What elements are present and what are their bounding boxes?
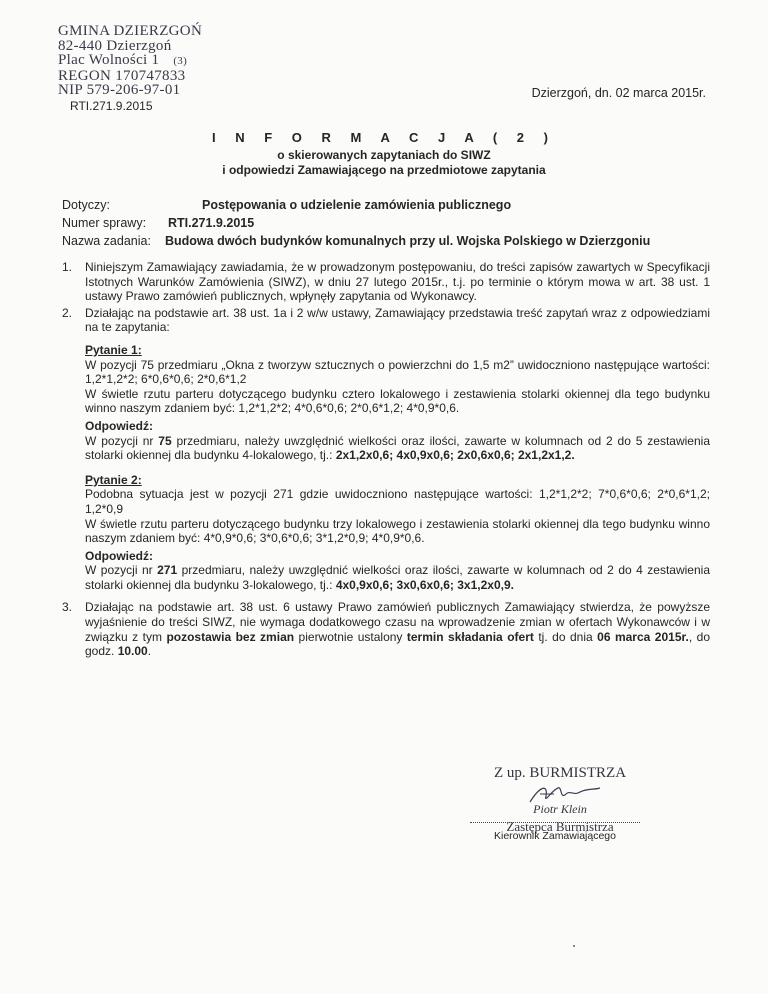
list-item-1 — [62, 260, 710, 304]
signature-footer: Kierownik Zamawiającego — [494, 830, 616, 842]
meta-value-numer: RTI.271.9.2015 — [168, 216, 255, 230]
municipality-stamp — [58, 24, 202, 98]
numbered-list — [62, 260, 710, 661]
signature-dotted-line — [470, 822, 640, 823]
answer-2-text — [85, 563, 710, 592]
list-item-text: Niniejszym Zamawiający zawiadamia, że w prowadzonym postępowaniu, do treści zapisów zawartych w Specyfikacji Istotnych Warunków Zamówienia (SIWZ), w dniu 27 lutego 2015r., t.j. po terminie o którym mowa w art. 38 ust. 1 ustawy Prawo zamówień publicznych, wpłynęły zapytania od Wykonawcy. — [85, 260, 710, 304]
answer-1-heading: Odpowiedź: — [85, 418, 153, 433]
answer-1-values: 2x1,2x0,6; 4x0,9x0,6; 2x0,6x0,6; 2x1,2x1,2. — [335, 448, 575, 463]
signature-stamp — [470, 765, 650, 835]
item-3-bold-3: 06 marca 2015r. — [597, 629, 689, 644]
item-3-bold-2: termin składania ofert — [406, 629, 534, 644]
signature-authority: Z up. BURMISTRZA — [493, 765, 627, 781]
item-3-part-4: , do godz. — [85, 629, 710, 659]
item-3-part-3: tj. do dnia — [533, 629, 598, 644]
item-3-bold-4: 10.00 — [117, 644, 148, 659]
item-3-part-1: Działając na podstawie art. 38 ust. 6 ustawy Prawo zamówień publicznych Zamawiający stwierdza, że powyższe wyjaśnienie do treści SIWZ, nie wymaga dodatkowego czasu na wprowadzenie zmian w ofertach Wykonawców i w związku z tym — [85, 600, 710, 644]
list-item-number: 3. — [62, 600, 73, 615]
list-item-number: 2. — [62, 305, 73, 320]
list-item-2 — [62, 306, 710, 335]
question-1-heading: Pytanie 1: — [85, 342, 142, 357]
scan-speck — [573, 945, 575, 947]
question-1-text-1: W pozycji 75 przedmiaru „Okna z tworzyw sztucznych o powierzchni do 1,5 m2” uwidoczniono następujące wartości: 1,2*1,2*2; 6*0,6*0,6; 2*0,6*1,2 — [85, 357, 710, 387]
stamp-line-regon: REGON 170747833 — [58, 67, 186, 84]
item-3-bold-1: pozostawia bez zmian — [166, 629, 295, 644]
question-1-block — [85, 343, 710, 593]
question-2-text-2: W świetle rzutu parteru dotyczącego budynku trzy lokalowego i zestawienia stolarki okiennej dla tego budynku winno naszym zdaniem być: 4*0,9*0,6; 3*0,6*0,6; 3*1,2*0,9; 4*0,9*0,6. — [85, 516, 710, 546]
list-item-3 — [62, 600, 710, 658]
place-and-date: Dzierzgoń, dn. 02 marca 2015r. — [531, 86, 706, 100]
stamp-street: Plac Wolności 1 — [58, 52, 160, 69]
item-3-part-5: . — [147, 644, 152, 659]
stamp-line-postal: 82-440 Dzierzgoń — [58, 37, 172, 54]
list-item-text: Działając na podstawie art. 38 ust. 1a i 2 w/w ustawy, Zamawiający przedstawia treść zapytań wraz z odpowiedziami na te zapytania: — [85, 305, 710, 335]
meta-label-nazwa: Nazwa zadania: — [62, 234, 151, 248]
question-2-text-1: Podobna sytuacja jest w pozycji 271 gdzie uwidoczniono następujące wartości: 1,2*1,2*2; 7*0,6*0,6; 2*0,6*1,2; 1,2*0,9 — [85, 487, 710, 516]
case-metadata — [62, 196, 650, 250]
stamp-street-number: (3) — [173, 55, 188, 68]
meta-label-dotyczy: Dotyczy: — [62, 198, 110, 212]
stamp-line-name: GMINA DZIERZGOŃ — [58, 23, 203, 39]
answer-2-values: 4x0,9x0,6; 3x0,6x0,6; 3x1,2x0,9. — [335, 577, 514, 592]
list-item-number: 1. — [62, 260, 73, 274]
answer-1-prefix: W pozycji nr — [85, 433, 159, 448]
list-item-text — [85, 600, 710, 658]
meta-row-dotyczy — [62, 196, 650, 214]
meta-value-dotyczy: Postępowania o udzielenie zamówienia publicznego — [202, 198, 512, 212]
stamp-line-street — [58, 53, 202, 69]
document-title: I N F O R M A C J A ( 2 ) — [212, 130, 556, 145]
answer-2-prefix: W pozycji nr — [85, 563, 158, 578]
meta-row-numer — [62, 214, 650, 232]
document-subtitle-1: o skierowanych zapytaniach do SIWZ — [277, 148, 491, 162]
signatory-name: Piotr Klein — [533, 802, 587, 816]
document-title-block — [0, 130, 768, 178]
answer-2-body: przedmiaru, należy uwzględnić wielkości oraz ilości, zawarte w kolumnach od 2 do 4 zestawienia stolarki okiennej dla budynku 3-lokalowego, tj.: — [85, 563, 710, 592]
stamp-line-nip: NIP 579-206-97-01 — [58, 82, 181, 99]
reference-number: RTI.271.9.2015 — [70, 99, 153, 113]
answer-2-heading: Odpowiedź: — [85, 548, 153, 563]
meta-label-numer: Numer sprawy: — [62, 216, 147, 230]
answer-2-position: 271 — [157, 563, 178, 578]
item-3-part-2: pierwotnie ustalony — [294, 629, 407, 644]
answer-1-text — [85, 434, 710, 463]
answer-1-body: przedmiaru, należy uwzględnić wielkości oraz ilości, zawarte w kolumnach od 2 do 5 zestawienia stolarki okiennej dla budynku 4-lokalowego, tj.: — [85, 433, 710, 463]
document-subtitle-2: i odpowiedzi Zamawiającego na przedmiotowe zapytania — [222, 163, 546, 177]
meta-value-nazwa: Budowa dwóch budynków komunalnych przy ul. Wojska Polskiego w Dzierzgoniu — [165, 234, 651, 248]
question-2-heading: Pytanie 2: — [85, 472, 142, 487]
answer-1-position: 75 — [158, 433, 172, 448]
question-1-text-2: W świetle rzutu parteru dotyczącego budynku cztero lokalowego i zestawienia stolarki okiennej dla tego budynku winno naszym zdaniem być: 1,2*1,2*2; 4*0,6*0,6; 2*0,6*1,2; 4*0,9*0,6. — [85, 386, 710, 416]
meta-row-nazwa — [62, 232, 650, 250]
signatory-role: Zastępca Burmistrza — [506, 819, 614, 834]
